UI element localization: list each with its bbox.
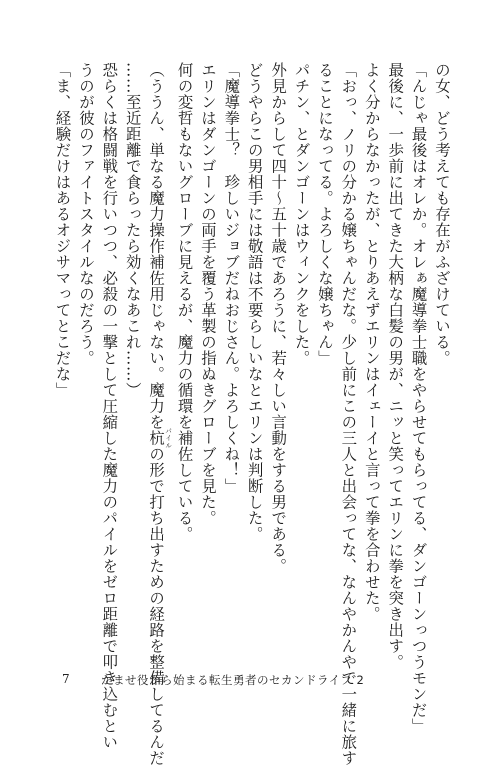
text-line: 「ま、経験だけはあるオジサマってとこだな」: [53, 62, 72, 398]
text-line: の女、どう考えても存在がふざけている。: [433, 62, 451, 366]
text-line: 「魔導拳士？ 珍しいジョブだねおじさん。よろしくね！」: [222, 62, 241, 494]
text-line: エリンはダンゴーンの両手を覆う革製の指ぬきグローブを見た。: [198, 62, 217, 526]
text-line: うのが彼のファイトスタイルなのだろう。: [76, 62, 95, 366]
page-number: 7: [62, 672, 70, 686]
page-footer: [0, 672, 500, 690]
text-line: （ううん、単なる魔力操作補佐用じゃない。魔力を杭 パイルの形で打ち出すための経路を整備してるんだ: [147, 62, 173, 766]
text-line: パチン、とダンゴーンはウィンクをした。: [292, 62, 311, 366]
text-line: よく分からなかったが、とりあえずエリンはイェーイと言って拳を合わせた。: [362, 62, 381, 622]
running-title: かませ役から始まる転生勇者のセカンドライフ 2: [101, 673, 365, 687]
text-line: 「んじゃ最後はオレか。オレぁ魔導拳士職をやらせてもらってる、ダンゴーンっつうモンだ」: [409, 62, 428, 734]
text-line: どうやらこの男相手には敬語は不要らしいなとエリンは判断した。: [245, 62, 264, 542]
text-line: ることになってる。よろしくな嬢ちゃん」: [315, 62, 334, 366]
text-line: 何の変哲もないグローブに見えるが、魔力の循環を補佐している。: [175, 62, 194, 542]
text-line: 外見からして四十～五十歳であろうに、若々しい言動をする男である。: [269, 62, 288, 574]
text-line: 最後に、一歩前に出てきた大柄な白髪の男が、ニッと笑ってエリンに拳を突き出す。: [386, 62, 405, 670]
ruby-reading: パイル: [164, 427, 173, 449]
ruby-annotation: 杭 パイル: [147, 427, 173, 449]
text-line: 恐らくは格闘戦を行いつつ、必殺の一撃として圧縮した魔力のパイルをゼロ距離で叩き込むとい: [100, 62, 119, 750]
text-line: 「おっ、ノリの分かる嬢ちゃんだな。少し前にこの三人と出会ってな、なんやかんやで一緒に旅す: [339, 62, 358, 766]
text-line: ……至近距離で食らったら効くなあこれ……）: [123, 62, 142, 398]
